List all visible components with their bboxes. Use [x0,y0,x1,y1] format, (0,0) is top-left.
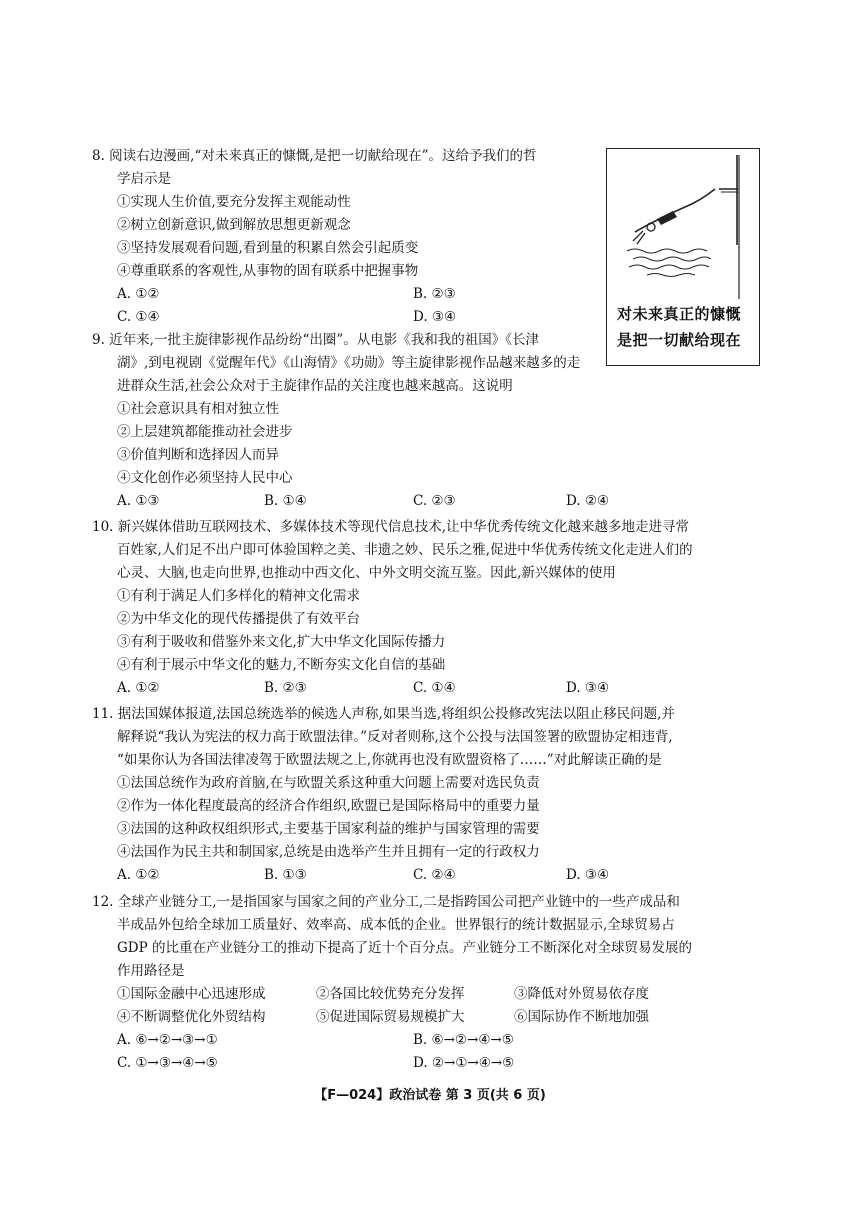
q9-item-4: ④文化创作必须坚持人民中心 [117,470,293,486]
q8-option-c: C. ①④ [117,309,160,325]
q9-option-b: B. ①④ [264,493,307,509]
q11-option-a: A. ①② [117,867,160,883]
q9-stem-line2: 湖》,到电视剧《觉醒年代》《山海情》《功勋》等主旋律影视作品越来越多的走 [117,355,581,371]
q11-item-1: ①法国总统作为政府首脑,在与欧盟关系这种重大问题上需要对选民负责 [117,775,540,791]
q8-item-3: ③坚持发展观看问题,看到量的积累自然会引起质变 [117,240,419,256]
q10-item-1: ①有利于满足人们多样化的精神文化需求 [117,588,360,604]
q10-item-4: ④有利于展示中华文化的魅力,不断夯实文化自信的基础 [117,657,446,673]
q11-option-b: B. ①③ [264,867,307,883]
q9-stem-line3: 进群众生活,社会公众对于主旋律作品的关注度也越来越高。这说明 [117,378,513,394]
q12-option-b: B. ⑥→②→④→⑤ [413,1032,514,1048]
q10-stem-line2: 百姓家,人们足不出户即可体验国粹之美、非遗之妙、民乐之雅,促进中华优秀传统文化走进人们的 [117,542,693,558]
q10-option-c: C. ①④ [413,680,456,696]
q10-option-d: D. ③④ [566,680,610,696]
q9-option-d: D. ②④ [566,493,610,509]
q8-item-4: ④尊重联系的客观性,从事物的固有联系中把握事物 [117,263,419,279]
q12-item-6: ⑥国际协作不断地加强 [514,1009,649,1025]
q11-stem-line1: 11. 据法国媒体报道,法国总统选举的候选人声称,如果当选,将组织公投修改宪法以阻止移民问题,并 [92,706,675,722]
q8-stem-line2: 学启示是 [117,171,171,187]
q12-stem-line4: 作用路径是 [117,963,185,979]
q10-option-b: B. ②③ [264,680,307,696]
q9-item-3: ③价值判断和选择因人而异 [117,447,279,463]
q10-stem-line3: 心灵、大脑,也走向世界,也推动中西文化、中外文明交流互鉴。因此,新兴媒体的使用 [117,565,616,581]
q11-option-c: C. ②④ [413,867,456,883]
q11-stem-line2: 解释说“我认为宪法的权力高于欧盟法律。”反对者则称,这个公投与法国签署的欧盟协定相违背, [117,729,673,745]
q12-item-5: ⑤促进国际贸易规模扩大 [316,1009,465,1025]
diver-drawing [607,149,759,319]
q8-option-d: D. ③④ [413,309,457,325]
q12-item-4: ④不断调整优化外贸结构 [117,1009,266,1025]
q9-option-a: A. ①③ [117,493,160,509]
q9-stem-line1: 9. 近年来,一批主旋律影视作品纷纷“出圈”。从电影《我和我的祖国》《长津 [92,332,540,348]
q8-option-a: A. ①② [117,286,160,302]
q12-item-1: ①国际金融中心迅速形成 [117,986,266,1002]
comic-caption-line1: 对未来真正的慷慨 [617,305,742,323]
q12-item-2: ②各国比较优势充分发挥 [316,986,465,1002]
q11-item-3: ③法国的这种政权组织形式,主要基于国家利益的维护与国家管理的需要 [117,821,540,837]
q8-item-1: ①实现人生价值,要充分发挥主观能动性 [117,194,351,210]
comic-caption-line2: 是把一切献给现在 [617,331,742,349]
q12-stem-line1: 12. 全球产业链分工,一是指国家与国家之间的产业分工,二是指跨国公司把产业链中的一些产成品和 [92,894,680,910]
q10-item-2: ②为中华文化的现代传播提供了有效平台 [117,611,360,627]
q9-option-c: C. ②③ [413,493,456,509]
q12-option-d: D. ②→①→④→⑤ [413,1055,515,1071]
q8-stem-line1: 8. 阅读右边漫画,“对未来真正的慷慨,是把一切献给现在”。这给予我们的哲 [92,148,537,164]
q8-item-2: ②树立创新意识,做到解放思想更新观念 [117,217,351,233]
q11-item-2: ②作为一体化程度最高的经济合作组织,欧盟已是国际格局中的重要力量 [117,798,540,814]
q10-option-a: A. ①② [117,680,160,696]
q12-option-a: A. ⑥→②→③→① [117,1032,218,1048]
q11-stem-line3: “如果你认为各国法律凌驾于欧盟法规之上,你就再也没有欧盟资格了……”对此解读正确的是 [117,752,662,768]
q12-option-c: C. ①→③→④→⑤ [117,1055,218,1071]
q8-option-b: B. ②③ [413,286,456,302]
page-footer: 【F—024】政治试卷 第 3 页(共 6 页) [314,1088,546,1103]
q12-stem-line3: GDP 的比重在产业链分工的推动下提高了近十个百分点。产业链分工不断深化对全球贸易发展的 [117,940,692,956]
comic-illustration [606,148,760,366]
q10-item-3: ③有利于吸收和借鉴外来文化,扩大中华文化国际传播力 [117,634,446,650]
q9-item-2: ②上层建筑都能推动社会进步 [117,424,293,440]
q9-item-1: ①社会意识具有相对独立性 [117,401,279,417]
q11-option-d: D. ③④ [566,867,610,883]
q10-stem-line1: 10. 新兴媒体借助互联网技术、多媒体技术等现代信息技术,让中华优秀传统文化越来越多地走进寻常 [92,519,690,535]
q11-item-4: ④法国作为民主共和制国家,总统是由选举产生并且拥有一定的行政权力 [117,844,540,860]
q12-item-3: ③降低对外贸易依存度 [514,986,649,1002]
q12-stem-line2: 半成品外包给全球加工质量好、效率高、成本低的企业。世界银行的统计数据显示,全球贸易占 [117,917,675,933]
